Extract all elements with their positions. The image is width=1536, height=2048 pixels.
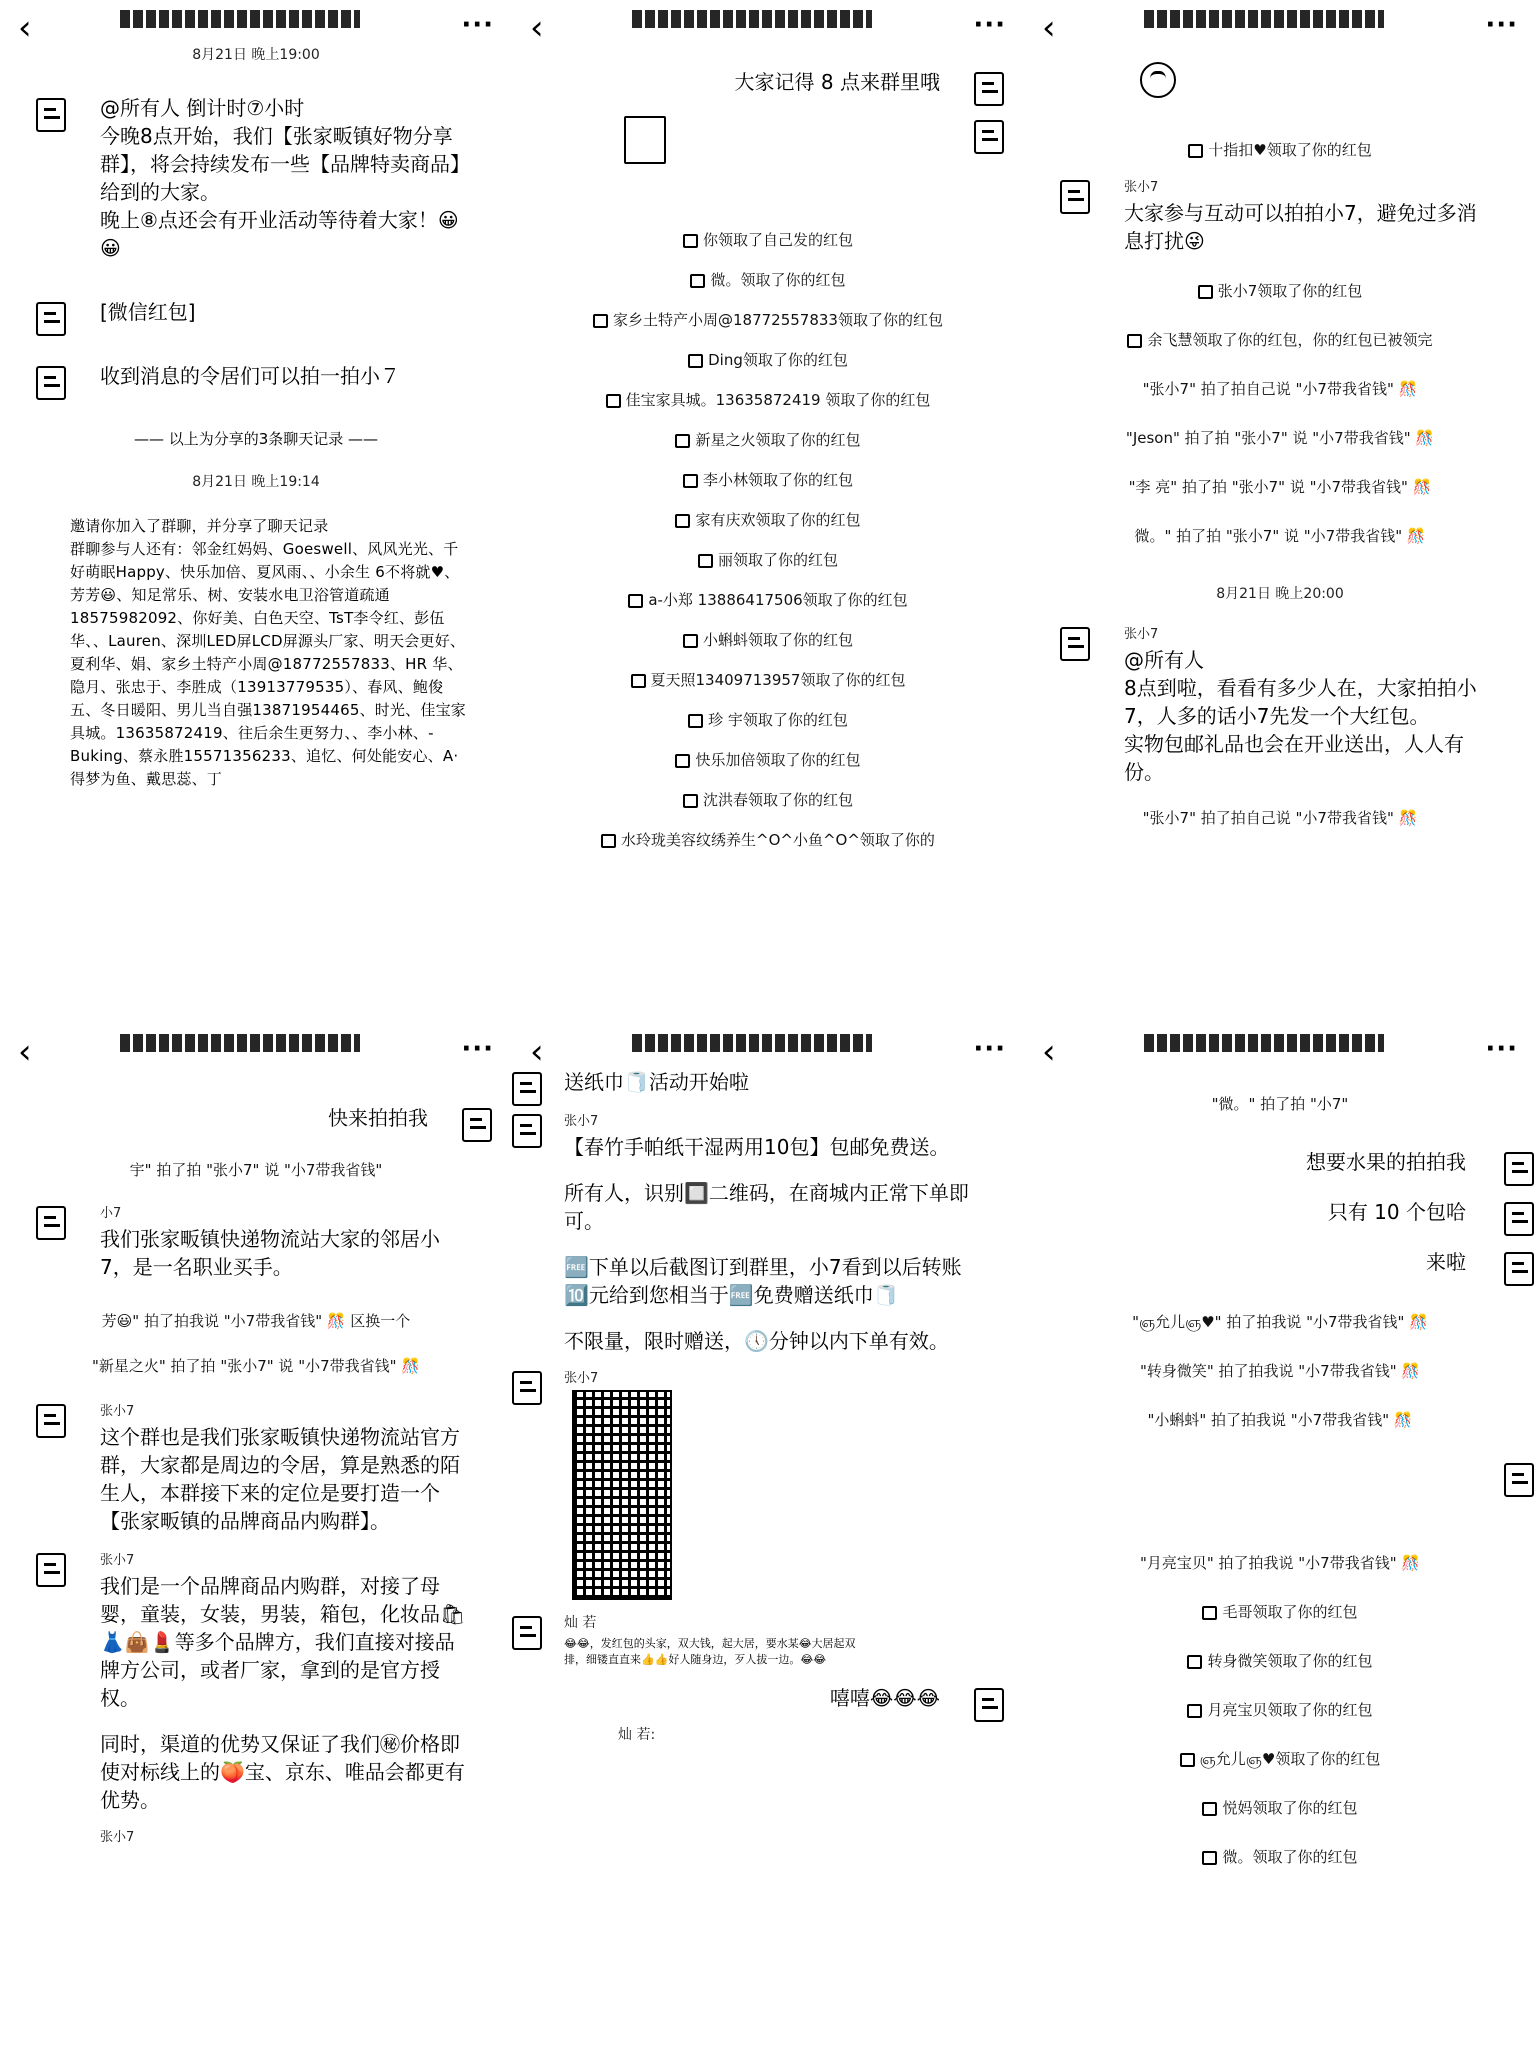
system-notice: 微。领取了你的红包 [1024, 1833, 1536, 1882]
system-notice: 水玲珑美容纹绣养生^O^小鱼^O^领取了你的 [512, 820, 1024, 860]
chat-title [632, 1034, 872, 1052]
message-text: @所有人 8点到啦，看看有多少人在，大家拍拍小7，人多的话小7先发一个大红包。 实物包邮礼品也会在开业送出，人人有份。 [1124, 648, 1477, 784]
back-icon[interactable]: ‹ [530, 1032, 544, 1072]
system-notice: 丽领取了你的红包 [512, 540, 1024, 580]
avatar[interactable] [36, 1404, 66, 1438]
message-text: 收到消息的令居们可以拍一拍小７ [100, 364, 400, 388]
more-icon[interactable]: ··· [1485, 1034, 1518, 1064]
system-notice: 沈洪春领取了你的红包 [512, 780, 1024, 820]
red-packet-icon [593, 314, 608, 328]
back-icon[interactable]: ‹ [1042, 1032, 1056, 1072]
sender-name: 张小7 [564, 1371, 599, 1386]
sender-name: 张小7 [100, 1404, 135, 1419]
message-text: 所有人，识别🔲二维码，在商城内正常下单即可。 [564, 1181, 969, 1233]
system-notice: 张小7领取了你的红包 [1024, 267, 1536, 316]
message[interactable] [512, 1068, 1024, 1096]
avatar[interactable] [974, 72, 1004, 106]
message[interactable] [1024, 623, 1536, 786]
avatar[interactable] [974, 120, 1004, 154]
system-notice: 十指扣♥领取了你的红包 [1024, 130, 1536, 170]
system-notice: 余飞慧领取了你的红包，你的红包已被领完 [1024, 316, 1536, 365]
back-icon[interactable]: ‹ [530, 8, 544, 48]
system-notice: "李 亮" 拍了拍 "张小7" 说 "小7带我省钱" 🎊 [1128, 478, 1432, 496]
avatar[interactable] [1504, 1252, 1534, 1286]
system-notice: a-小郑 13886417506领取了你的红包 [512, 580, 1024, 620]
nav-bar [512, 0, 1024, 60]
system-notice: 夏天照13409713957领取了你的红包 [512, 660, 1024, 700]
red-packet-message[interactable] [512, 116, 1024, 168]
red-packet-icon [631, 674, 646, 688]
message-text: 同时，渠道的优势又保证了我们㊙价格即使对标线上的🍑宝、京东、唯品会都更有优势。 [100, 1732, 465, 1812]
red-packet-icon [601, 834, 616, 848]
avatar[interactable] [36, 366, 66, 400]
red-packet-icon [1198, 285, 1213, 299]
red-packet-icon [690, 274, 705, 288]
message[interactable] [512, 1684, 1024, 1712]
message[interactable] [1024, 176, 1536, 255]
image-message[interactable] [512, 1367, 1024, 1600]
system-notice: "新星之火" 拍了拍 "张小7" 说 "小7带我省钱" 🎊 [91, 1357, 420, 1375]
message[interactable] [1024, 1148, 1536, 1176]
avatar[interactable] [1060, 180, 1090, 214]
red-packet-icon [683, 794, 698, 808]
avatar[interactable] [1504, 1152, 1534, 1186]
avatar[interactable] [1060, 627, 1090, 661]
system-notice: "ஞ允儿ஞ♥" 拍了拍我说 "小7带我省钱" 🎊 [1132, 1313, 1428, 1331]
chat-panel-5 [512, 1024, 1024, 2048]
system-notice: 毛哥领取了你的红包 [1024, 1588, 1536, 1637]
back-icon[interactable]: ‹ [18, 8, 32, 48]
system-notice: 小蝌蚪领取了你的红包 [512, 620, 1024, 660]
system-notice: Ding领取了你的红包 [512, 340, 1024, 380]
nav-bar [1024, 0, 1536, 60]
message[interactable] [512, 1110, 1024, 1355]
system-notice: "转身微笑" 拍了拍我说 "小7带我省钱" 🎊 [1139, 1362, 1421, 1380]
system-notice: 悦妈领取了你的红包 [1024, 1784, 1536, 1833]
timestamp: 8月21日 晚上19:14 [192, 474, 320, 490]
red-packet-icon [1202, 1606, 1217, 1620]
message-text: 我们张家畈镇快递物流站大家的邻居小7，是一名职业买手。 [100, 1227, 440, 1279]
chat-panel-4 [0, 1024, 512, 2048]
system-notice: "Jeson" 拍了拍 "张小7" 说 "小7带我省钱" 🎊 [1125, 429, 1435, 447]
more-icon[interactable]: ··· [1485, 10, 1518, 40]
message[interactable] [1024, 1198, 1536, 1226]
message-text: 来啦 [1426, 1250, 1466, 1274]
avatar[interactable] [974, 1688, 1004, 1722]
system-notice: 微。" 拍了拍 "张小7" 说 "小7带我省钱" 🎊 [1134, 527, 1426, 545]
timestamp: 8月21日 晚上19:00 [192, 47, 320, 63]
avatar[interactable] [1504, 1463, 1534, 1497]
sender-name: 小7 [100, 1206, 122, 1221]
system-notice: 微。领取了你的红包 [512, 260, 1024, 300]
message-text: 🆓下单以后截图订到群里，小7看到以后转账🔟元给到您相当于🆓免费赠送纸巾🧻 [564, 1255, 962, 1307]
avatar[interactable] [512, 1371, 542, 1405]
sender-name: 张小7 [1124, 180, 1159, 195]
avatar[interactable] [36, 1553, 66, 1587]
more-icon[interactable]: ··· [973, 1034, 1006, 1064]
message[interactable] [0, 1400, 512, 1535]
sender-name: 灿 若: [618, 1727, 656, 1743]
chat-title [120, 1034, 360, 1052]
message[interactable] [0, 1549, 512, 1814]
message[interactable] [0, 94, 512, 262]
message-text: @所有人 倒计时⑦小时 今晚8点开始，我们【张家畈镇好物分享群】，将会持续发布一些【品牌特卖商品】给到的大家。 晚上⑧点还会有开业活动等待着大家！😀😀 [100, 96, 470, 260]
more-icon[interactable]: ··· [461, 10, 494, 40]
red-packet-icon [1180, 1753, 1195, 1767]
red-packet-icon [683, 474, 698, 488]
message[interactable] [0, 362, 512, 390]
system-notice: "月亮宝贝" 拍了拍我说 "小7带我省钱" 🎊 [1139, 1554, 1421, 1572]
red-packet-icon [675, 754, 690, 768]
red-packet-icon [688, 714, 703, 728]
red-packet-icon [628, 594, 643, 608]
message-text: 大家记得 8 点来群里哦 [734, 70, 940, 94]
red-packet-icon [675, 434, 690, 448]
forward-divider: —— 以上为分享的3条聊天记录 —— [133, 430, 379, 448]
sticker-image[interactable] [1140, 62, 1176, 98]
message[interactable] [0, 1202, 512, 1281]
message[interactable] [512, 68, 1024, 96]
red-packet-icon [1187, 1704, 1202, 1718]
red-packet-icon [698, 554, 713, 568]
system-notice: 宇" 拍了拍 "张小7" 说 "小7带我省钱" [129, 1161, 383, 1179]
avatar[interactable] [1504, 1202, 1534, 1236]
system-notice: 转身微笑领取了你的红包 [1024, 1637, 1536, 1686]
message-text: 想要水果的拍拍我 [1306, 1150, 1466, 1174]
red-packet-icon [683, 634, 698, 648]
message[interactable] [0, 1104, 512, 1132]
sender-name: 张小7 [100, 1553, 135, 1568]
system-notice: 新星之火领取了你的红包 [512, 420, 1024, 460]
system-notice: ஞ允儿ஞ♥领取了你的红包 [1024, 1735, 1536, 1784]
sender-name: 灿 若 [564, 1615, 597, 1631]
more-icon[interactable]: ··· [973, 10, 1006, 40]
message[interactable] [0, 1826, 512, 1845]
avatar[interactable] [512, 1114, 542, 1148]
red-packet-icon[interactable] [624, 116, 666, 164]
back-icon[interactable]: ‹ [1042, 8, 1056, 48]
chat-title [120, 10, 360, 28]
system-notice: "微。" 拍了拍 "小7" [1211, 1095, 1349, 1113]
message[interactable] [512, 1612, 1024, 1668]
red-packet-icon [1188, 144, 1203, 158]
red-packet-icon [1202, 1851, 1217, 1865]
sender-name: 张小7 [1124, 627, 1159, 642]
message-text: 😂😂，发红包的头家，双大钱，起大居，要水某😂大居起双排，细镂直直来👍👍好人随身边，歹人拔一边。😂😂 [564, 1637, 856, 1666]
system-notice: 家有庆欢领取了你的红包 [512, 500, 1024, 540]
system-notice: 珍 宇领取了你的红包 [512, 700, 1024, 740]
message-text: 只有 10 个包哈 [1327, 1200, 1466, 1224]
red-packet-icon [1187, 1655, 1202, 1669]
message-text: 大家参与互动可以拍拍小7，避免过多消息打扰😜 [1124, 201, 1477, 253]
message-text: 不限量，限时赠送，🕔分钟以内下单有效。 [564, 1329, 949, 1353]
more-icon[interactable]: ··· [461, 1034, 494, 1064]
message-text: 【春竹手帕纸干湿两用10包】包邮免费送。 [564, 1135, 950, 1159]
message-text: [微信红包] [100, 300, 196, 324]
avatar[interactable] [36, 98, 66, 132]
avatar[interactable] [512, 1616, 542, 1650]
nav-bar [1024, 1024, 1536, 1084]
join-notice: 邀请你加入了群聊，并分享了聊天记录 群聊参与人还有：邻金红妈妈、Goeswell、风风光光、千好萌眠Happy、快乐加倍、夏风雨、、小余生 6不将就♥、芳芳😃、知足常乐、树、安装水电卫浴管道疏通18575982092、你好美、白色天空、TsT李令红、彭伍华、、Lauren、深圳LED屏LCD屏源头厂家、明天会更好、夏利华、娟、家乡土特产小周@18772557833、HR 华、隐月、张忠于、李胜成（13913779535）、春风、鲍俊五、冬日暖阳、男儿当自强13871954465、时光、佳宝家具城。13635872419、往后余生更努力、、李小林、-Buking、蔡永胜15571356233、追忆、何处能安心、A·得梦为鱼、戴思蕊、丁 [70, 517, 466, 788]
message[interactable] [1024, 1248, 1536, 1276]
system-notice: "张小7" 拍了拍自己说 "小7带我省钱" 🎊 [1142, 380, 1418, 398]
sender-name: 张小7 [564, 1114, 599, 1129]
system-notice: 月亮宝贝领取了你的红包 [1024, 1686, 1536, 1735]
system-notice: 芳😃" 拍了拍我说 "小7带我省钱" 🎊 区换一个 [101, 1312, 411, 1330]
red-packet-icon [675, 514, 690, 528]
chat-panel-6 [1024, 1024, 1536, 2048]
red-packet-icon [688, 354, 703, 368]
chat-panel-2 [512, 0, 1024, 1024]
red-packet-icon [1202, 1802, 1217, 1816]
red-packet-icon [683, 234, 698, 248]
message-text: 快来拍拍我 [328, 1106, 428, 1130]
chat-panel-3 [1024, 0, 1536, 1024]
system-notice: 佳宝家具城。13635872419 领取了你的红包 [512, 380, 1024, 420]
avatar[interactable] [36, 302, 66, 336]
nav-bar [0, 1024, 512, 1084]
red-packet-icon [606, 394, 621, 408]
message-text: 我们是一个品牌商品内购群，对接了母婴，童装，女装，男装，箱包，化妆品🛍👗👜💄等多个品牌方，我们直接对接品牌方公司，或者厂家，拿到的是官方授权。 [100, 1574, 466, 1710]
red-packet-icon [1127, 334, 1142, 348]
chat-title [1144, 1034, 1384, 1052]
avatar[interactable] [512, 1072, 542, 1106]
message[interactable] [0, 298, 512, 326]
back-icon[interactable]: ‹ [18, 1032, 32, 1072]
chat-panel-1 [0, 0, 512, 1024]
timestamp: 8月21日 晚上20:00 [1216, 586, 1344, 602]
system-notice: 家乡土特产小周@18772557833领取了你的红包 [512, 300, 1024, 340]
system-notice: 你领取了自己发的红包 [512, 220, 1024, 260]
message[interactable] [1024, 1459, 1536, 1519]
avatar[interactable] [36, 1206, 66, 1240]
message-text: 送纸巾🧻活动开始啦 [564, 1070, 749, 1094]
system-notice: 李小林领取了你的红包 [512, 460, 1024, 500]
avatar[interactable] [462, 1108, 492, 1142]
system-notice: 快乐加倍领取了你的红包 [512, 740, 1024, 780]
sender-name: 张小7 [100, 1830, 135, 1845]
chat-title [632, 10, 872, 28]
message-text: 嘻嘻😂😂😂 [829, 1686, 940, 1710]
message-text: 这个群也是我们张家畈镇快递物流站官方群，大家都是周边的令居，算是熟悉的陌生人，本群接下来的定位是要打造一个【张家畈镇的品牌商品内购群】。 [100, 1425, 460, 1533]
product-poster-image[interactable] [572, 1390, 672, 1600]
system-notice: "小蝌蚪" 拍了拍我说 "小7带我省钱" 🎊 [1147, 1411, 1413, 1429]
quote-preview[interactable] [512, 1724, 1024, 1744]
system-notice: "张小7" 拍了拍自己说 "小7带我省钱" 🎊 [1142, 809, 1418, 827]
chat-title [1144, 10, 1384, 28]
